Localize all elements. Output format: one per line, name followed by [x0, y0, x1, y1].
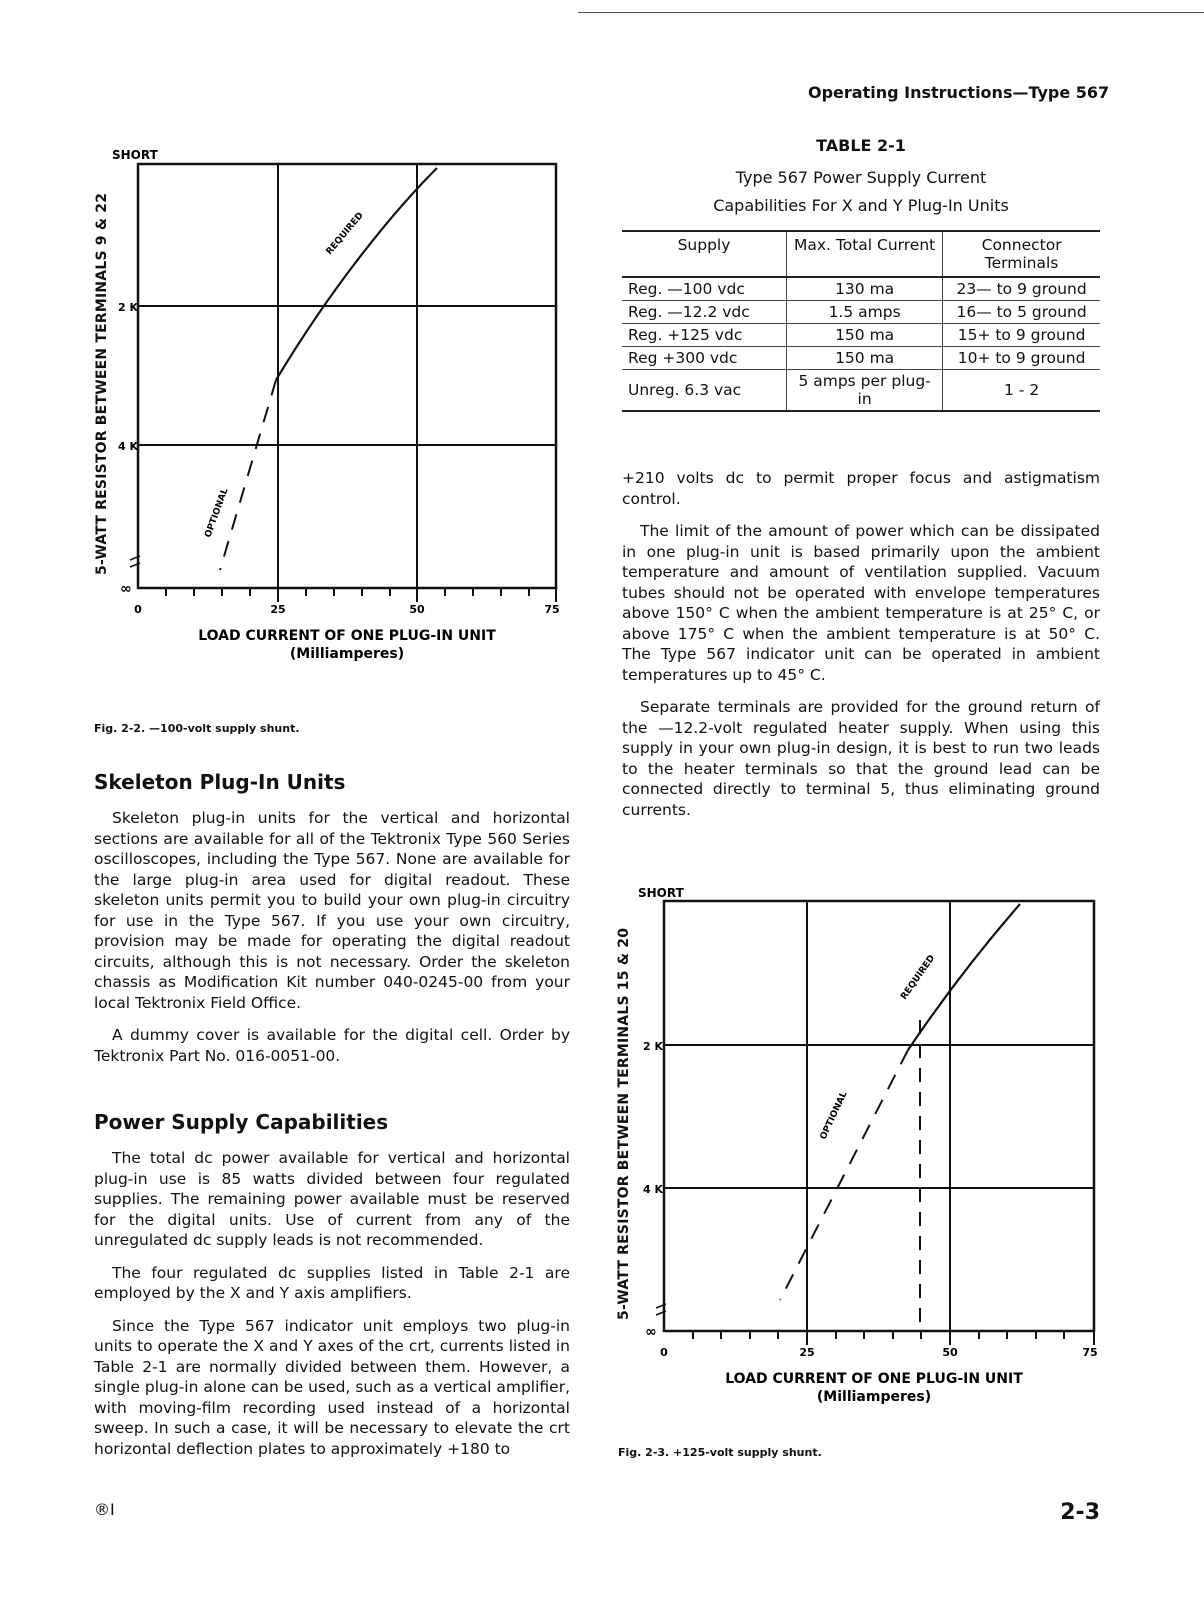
right-para-1: +210 volts dc to permit proper focus and astigmatism control.	[622, 469, 1100, 508]
cell-terminals: 23— to 9 ground	[943, 277, 1100, 301]
fig23-ytick-4k: 4 K	[643, 1183, 664, 1196]
fig23-x-subtitle: (Milliamperes)	[816, 1389, 932, 1405]
skeleton-body	[94, 808, 570, 1078]
power-heading: Power Supply Capabilities	[94, 1110, 389, 1134]
cell-supply: Reg. +125 vdc	[622, 324, 787, 347]
cell-current: 150 ma	[787, 324, 943, 347]
fig23-x-title: LOAD CURRENT OF ONE PLUG-IN UNIT	[725, 1371, 1023, 1387]
cell-supply: Reg. —100 vdc	[622, 277, 787, 301]
fig23-xtick-0: 0	[660, 1346, 668, 1359]
power-para-1: The total dc power available for vertical and horizontal plug-in use is 85 watts divided between four regulated supplies. The remaining power available must be reserved for the digital units. Use of current from any of the unregulated dc supply leads is not recommended.	[94, 1149, 570, 1249]
cell-terminals: 15+ to 9 ground	[943, 324, 1100, 347]
col-header-current: Max. Total Current	[787, 232, 943, 277]
cell-terminals: 16— to 5 ground	[943, 301, 1100, 324]
fig23-required-curve	[908, 904, 1020, 1050]
fig22-ytick-2k: 2 K	[118, 301, 139, 314]
figure-2-2-plot	[90, 140, 570, 700]
fig22-optional-label: OPTIONAL	[203, 487, 231, 540]
fig23-x-ticks	[693, 1331, 1094, 1345]
fig22-required-curve	[276, 168, 437, 380]
fig23-optional-label: OPTIONAL	[818, 1090, 850, 1142]
cell-current: 1.5 amps	[787, 301, 943, 324]
running-header: Operating Instructions—Type 567	[808, 83, 1110, 102]
table-subtitle-2: Capabilities For X and Y Plug-In Units	[713, 196, 1009, 215]
fig22-y-title: 5-WATT RESISTOR BETWEEN TERMINALS 9 & 22	[94, 192, 110, 575]
power-body	[94, 1148, 570, 1471]
power-para-3: Since the Type 567 indicator unit employs two plug-in units to operate the X and Y axes of the crt, currents listed in Table 2-1 are normally divided between them. However, a single plug-in alone can be used, such as a vertical amplifier, with moving-film recording used instead of a horizontal sweep. In such a case, it will be necessary to elevate the crt horizontal deflection plates to approximately +180 to	[94, 1316, 570, 1458]
figure-2-3-plot	[610, 880, 1110, 1420]
fig22-xtick-50: 50	[409, 603, 425, 616]
fig22-optional-curve	[220, 380, 276, 570]
fig23-xtick-25: 25	[799, 1346, 815, 1359]
fig23-xtick-75: 75	[1082, 1346, 1098, 1359]
fig22-x-title: LOAD CURRENT OF ONE PLUG-IN UNIT	[198, 628, 496, 644]
table-row	[622, 370, 1100, 412]
right-body	[622, 468, 1100, 832]
col-header-supply: Supply	[622, 232, 787, 277]
top-rule	[578, 12, 1204, 13]
fig22-xtick-0: 0	[134, 603, 142, 616]
table-subtitle-1: Type 567 Power Supply Current	[735, 168, 987, 187]
fig22-caption: Fig. 2-2. —100-volt supply shunt.	[94, 722, 300, 735]
cell-current: 130 ma	[787, 277, 943, 301]
col-header-terminals: Connector Terminals	[943, 232, 1100, 277]
cell-supply: Reg. —12.2 vdc	[622, 301, 787, 324]
fig23-xtick-50: 50	[942, 1346, 958, 1359]
fig23-required-label: REQUIRED	[899, 953, 938, 1002]
table-row	[622, 277, 1100, 301]
fig22-short-label: SHORT	[112, 148, 158, 162]
figure-2-3	[610, 880, 1110, 1420]
fig23-ytick-inf: ∞	[645, 1324, 657, 1340]
table-row	[622, 301, 1100, 324]
cell-current: 150 ma	[787, 347, 943, 370]
fig22-ytick-4k: 4 K	[118, 440, 139, 453]
skeleton-para-1: Skeleton plug-in units for the vertical and horizontal sections are available for all of the Tektronix Type 560 Series oscilloscopes, including the Type 567. None are available for the large plug-in area used for digital readout. These skeleton units permit you to build your own plug-in circuitry for use in the Type 567. If you use your own circuitry, provision may be made for operating the digital readout circuits, although this is not necessary. Order the skeleton chassis as Modification Kit number 040-0245-00 from your local Tektronix Field Office.	[94, 809, 570, 1012]
table-2-1	[622, 230, 1100, 412]
fig23-frame	[664, 901, 1094, 1331]
capabilities-table	[622, 232, 1100, 412]
cell-terminals: 10+ to 9 ground	[943, 347, 1100, 370]
fig22-ytick-inf: ∞	[120, 581, 132, 597]
cell-supply: Unreg. 6.3 vac	[628, 381, 742, 399]
fig23-y-title: 5-WATT RESISTOR BETWEEN TERMINALS 15 & 20	[616, 927, 632, 1320]
right-para-3: Separate terminals are provided for the ground return of the —12.2-volt regulated heater supply. When using this supply in your own plug-in design, it is best to run two leads to the heater terminals so that the ground lead can be connected directly to terminal 5, thus eliminating ground currents.	[622, 698, 1100, 819]
table-header-row	[622, 232, 1100, 277]
skeleton-para-2: A dummy cover is available for the digital cell. Order by Tektronix Part No. 016-0051-00.	[94, 1026, 570, 1065]
fig23-short-label: SHORT	[638, 886, 684, 900]
table-title: TABLE 2-1	[816, 136, 906, 155]
skeleton-heading: Skeleton Plug-In Units	[94, 770, 346, 794]
right-para-2: The limit of the amount of power which can be dissipated in one plug-in unit is based primarily upon the ambient temperature and amount of ventilation supplied. Vacuum tubes should not be operated with envelope temperatures above 150° C when the ambient temperature is at 25° C, or above 175° C when the ambient temperature is at 50° C. The Type 567 indicator unit can be operated in ambient temperatures up to 45° C.	[622, 522, 1100, 684]
cell-supply: Reg +300 vdc	[622, 347, 787, 370]
table-row	[622, 347, 1100, 370]
fig23-ytick-2k: 2 K	[643, 1040, 664, 1053]
power-para-2: The four regulated dc supplies listed in Table 2-1 are employed by the X and Y axis amplifiers.	[94, 1263, 570, 1302]
fig22-required-label: REQUIRED	[324, 210, 366, 257]
fig23-caption: Fig. 2-3. +125-volt supply shunt.	[618, 1446, 822, 1459]
cell-current: 5 amps per plug-in	[787, 370, 943, 412]
fig22-x-subtitle: (Milliamperes)	[289, 646, 405, 662]
cell-terminals: 1 - 2	[943, 370, 1100, 412]
table-row	[622, 324, 1100, 347]
figure-2-2	[90, 140, 570, 700]
fig23-optional-curve	[780, 1050, 908, 1300]
fig22-x-ticks	[166, 588, 556, 602]
fig22-xtick-75: 75	[544, 603, 560, 616]
page-number: 2-3	[1060, 1500, 1100, 1525]
publisher-mark: ®I	[94, 1500, 115, 1519]
fig22-xtick-25: 25	[270, 603, 286, 616]
